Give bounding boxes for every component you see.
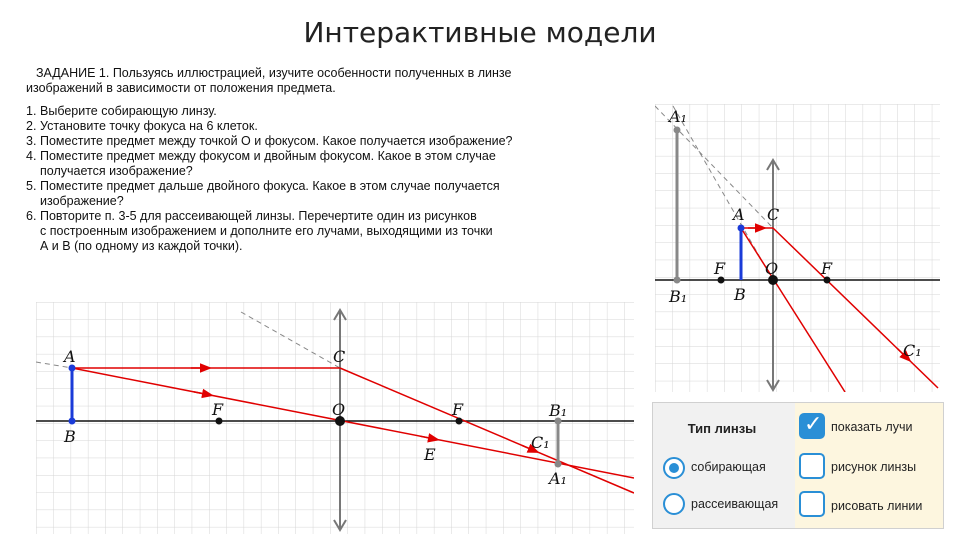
task-step-6: 6. Повторите п. 3-5 для рассеивающей линзы. Перечертите один из рисунков с построенным изображением и дополните его лучами, выходящими из точки А и В (по одному из каждой точки). <box>26 209 493 253</box>
object-point-b[interactable] <box>69 418 76 425</box>
task-step-4: 4. Поместите предмет между фокусом и двойным фокусом. Какое в этом случае получается изображение? <box>26 149 496 178</box>
lens-type-group <box>653 403 791 528</box>
label-f-right-2: F <box>821 259 833 278</box>
label-b-2: B <box>734 285 746 304</box>
options-group <box>795 403 943 528</box>
label-e: E <box>424 445 436 464</box>
label-c-2: C <box>767 205 780 224</box>
label-f-left-2: F <box>714 259 726 278</box>
label-a1: A₁ <box>549 469 567 488</box>
task-heading-line1: ЗАДАНИЕ 1. Пользуясь иллюстрацией, изучите особенности полученных в линзе <box>36 66 512 80</box>
control-panel <box>652 402 944 529</box>
diverging-radio[interactable] <box>663 493 685 515</box>
converging-label[interactable]: собирающая <box>691 460 766 474</box>
task-step-2: 2. Установите точку фокуса на 6 клеток. <box>26 119 258 133</box>
image-point-b1-2 <box>674 277 681 284</box>
lens-type-title: Тип линзы <box>687 421 757 436</box>
label-f-right: F <box>452 400 464 419</box>
label-a1-2: A₁ <box>669 107 687 126</box>
label-c1: C₁ <box>531 433 550 452</box>
object-point-a-2[interactable] <box>738 225 745 232</box>
lens-diagram-converging[interactable] <box>36 302 634 534</box>
diverging-label[interactable]: рассеивающая <box>691 497 779 511</box>
converging-radio[interactable] <box>663 457 685 479</box>
label-a: A <box>64 347 76 366</box>
label-o: O <box>332 400 346 419</box>
label-b1-2: B₁ <box>669 287 688 306</box>
label-f-left: F <box>212 400 224 419</box>
draw-lines-label[interactable]: рисовать линии <box>831 499 923 513</box>
lens-diagram-virtual[interactable] <box>655 104 940 392</box>
task-step-1: 1. Выберите собирающую линзу. <box>26 104 217 118</box>
label-c1-2: C₁ <box>903 341 922 360</box>
label-a-2: A <box>733 205 745 224</box>
draw-lines-checkbox[interactable] <box>799 491 825 517</box>
label-b1: B₁ <box>549 401 568 420</box>
show-rays-checkbox[interactable] <box>799 413 825 439</box>
page-title: Интерактивные модели <box>303 16 657 49</box>
label-c: C <box>333 347 346 366</box>
task-steps <box>26 104 636 254</box>
task-heading-line2: изображений в зависимости от положения предмета. <box>26 81 336 95</box>
show-rays-label[interactable]: показать лучи <box>831 420 913 434</box>
lens-picture-label[interactable]: рисунок линзы <box>831 460 917 474</box>
image-point-a1 <box>555 461 562 468</box>
image-point-a1-2 <box>674 127 681 134</box>
task-step-3: 3. Поместите предмет между точкой О и фокусом. Какое получается изображение? <box>26 134 513 148</box>
label-o-2: O <box>765 259 779 278</box>
task-text <box>26 66 636 254</box>
lens-picture-checkbox[interactable] <box>799 453 825 479</box>
task-step-5: 5. Поместите предмет дальше двойного фокуса. Какое в этом случае получается изображение? <box>26 179 500 208</box>
label-b: B <box>64 427 76 446</box>
